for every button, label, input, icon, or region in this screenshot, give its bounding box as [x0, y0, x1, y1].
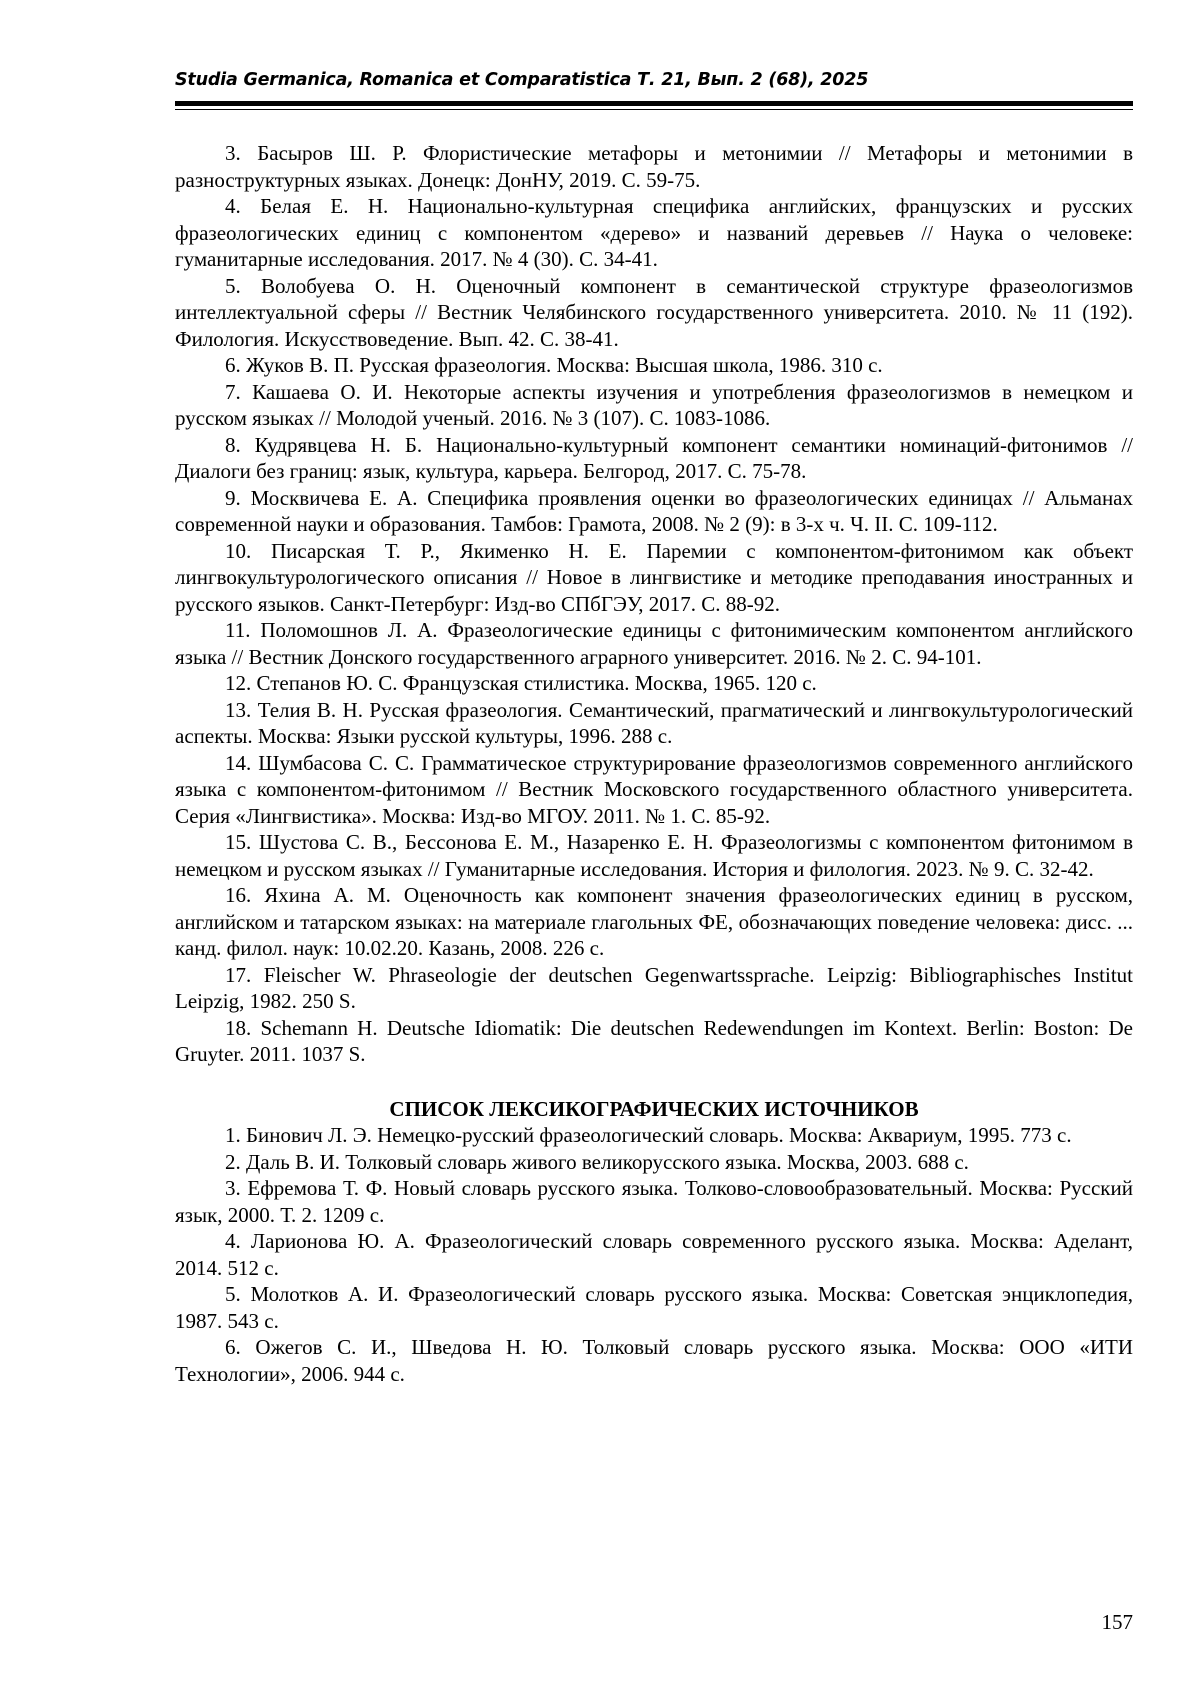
reference-item: 10. Писарская Т. Р., Якименко Н. Е. Паремии с компонентом-фитонимом как объект лингвокультурологического описания // Новое в лингвистике и методике преподавания иностранных и русского языков. Санкт-Петербург: Изд-во СПбГЭУ, 2017. С. 88-92. — [175, 538, 1133, 616]
reference-item: 16. Яхина А. М. Оценочность как компонент значения фразеологических единиц в русском, английском и татарском языках: на материале глагольных ФЕ, обозначающих поведение человека: дисс. ... канд. филол. наук: 10.02.20. Казань, 2008. 226 с. — [175, 883, 1133, 960]
reference-item: 17. Fleischer W. Phraseologie der deutschen Gegenwartssprache. Leipzig: Bibliographisches Institut Leipzig, 1982. 250 S. — [175, 962, 1133, 1013]
reference-item: 15. Шустова С. В., Бессонова Е. М., Назаренко Е. Н. Фразеологизмы с компонентом фитонимом в немецком и русском языках // Гуманитарные исследования. История и филология. 2023. № 9. С. 32-42. — [175, 830, 1133, 881]
lexicographic-item: 6. Ожегов С. И., Шведова Н. Ю. Толковый словарь русского языка. Москва: ООО «ИТИ Технологии», 2006. 944 с. — [175, 1335, 1133, 1386]
reference-item: 9. Москвичева Е. А. Специфика проявления оценки во фразеологических единицах // Альманах современной науки и образования. Тамбов: Грамота, 2008. № 2 (9): в 3-х ч. Ч. II. С. 109-112. — [175, 485, 1133, 536]
reference-item: 12. Степанов Ю. С. Французская стилистика. Москва, 1965. 120 с. — [225, 671, 817, 695]
page-number: 157 — [1101, 1610, 1133, 1634]
lexicographic-item: 1. Бинович Л. Э. Немецко-русский фразеологический словарь. Москва: Аквариум, 1995. 773 с. — [225, 1123, 1072, 1147]
body-text — [175, 140, 1133, 1387]
running-header: Studia Germanica, Romanica et Comparatistica Т. 21, Вып. 2 (68), 2025 — [175, 70, 869, 90]
lexicographic-item: 5. Молотков А. И. Фразеологический словарь русского языка. Москва: Советская энциклопедия, 1987. 543 с. — [175, 1282, 1133, 1333]
header-rule-thin — [175, 109, 1133, 110]
reference-item: 13. Телия В. Н. Русская фразеология. Семантический, прагматический и лингвокультурологический аспекты. Москва: Языки русской культуры, 1996. 288 с. — [175, 697, 1133, 748]
lexicographic-item: 3. Ефремова Т. Ф. Новый словарь русского языка. Толково-словообразовательный. Москва: Русский язык, 2000. Т. 2. 1209 с. — [175, 1176, 1133, 1227]
reference-item: 7. Кашаева О. И. Некоторые аспекты изучения и употребления фразеологизмов в немецком и русском языках // Молодой ученый. 2016. № 3 (107). С. 1083-1086. — [175, 379, 1133, 430]
lexicographic-item: 4. Ларионова Ю. А. Фразеологический словарь современного русского языка. Москва: Аделант, 2014. 512 с. — [175, 1229, 1133, 1280]
lexicographic-item: 2. Даль В. И. Толковый словарь живого великорусского языка. Москва, 2003. 688 с. — [225, 1149, 969, 1174]
lexicographic-list — [175, 1122, 1133, 1387]
reference-item: 8. Кудрявцева Н. Б. Национально-культурный компонент семантики номинаций-фитонимов // Диалоги без границ: язык, культура, карьера. Белгород, 2017. С. 75-78. — [175, 432, 1133, 483]
references-list — [175, 140, 1133, 1068]
reference-item: 6. Жуков В. П. Русская фразеология. Москва: Высшая школа, 1986. 310 с. — [225, 353, 883, 377]
reference-item: 5. Волобуева О. Н. Оценочный компонент в семантической структуре фразеологизмов интеллектуальной сферы // Вестник Челябинского государственного университета. 2010. № 11 (192). Филология. Искусствоведение. Вып. 42. С. 38-41. — [175, 273, 1133, 351]
header-rule-thick — [175, 101, 1133, 106]
reference-item: 4. Белая Е. Н. Национально-культурная специфика английских, французских и русских фразеологических единиц с компонентом «дерево» и названий деревьев // Наука о человеке: гуманитарные исследования. 2017. № 4 (30). С. 34-41. — [175, 194, 1133, 271]
reference-item: 3. Басыров Ш. Р. Флористические метафоры и метонимии // Метафоры и метонимии в разноструктурных языках. Донецк: ДонНУ, 2019. С. 59-75. — [175, 141, 1133, 192]
reference-item: 11. Поломошнов Л. А. Фразеологические единицы с фитонимическим компонентом английского языка // Вестник Донского государственного аграрного университет. 2016. № 2. С. 94-101. — [175, 618, 1133, 669]
reference-item: 18. Schemann H. Deutsche Idiomatik: Die deutschen Redewendungen im Kontext. Berlin: Boston: De Gruyter. 2011. 1037 S. — [175, 1015, 1133, 1066]
section-title-lexicographic: СПИСОК ЛЕКСИКОГРАФИЧЕСКИХ ИСТОЧНИКОВ — [389, 1096, 919, 1121]
reference-item: 14. Шумбасова С. С. Грамматическое структурирование фразеологизмов современного английского языка с компонентом-фитонимом // Вестник Московского государственного областного университета. Серия «Лингвистика». Москва: Изд-во МГОУ. 2011. № 1. С. 85-92. — [175, 750, 1133, 828]
